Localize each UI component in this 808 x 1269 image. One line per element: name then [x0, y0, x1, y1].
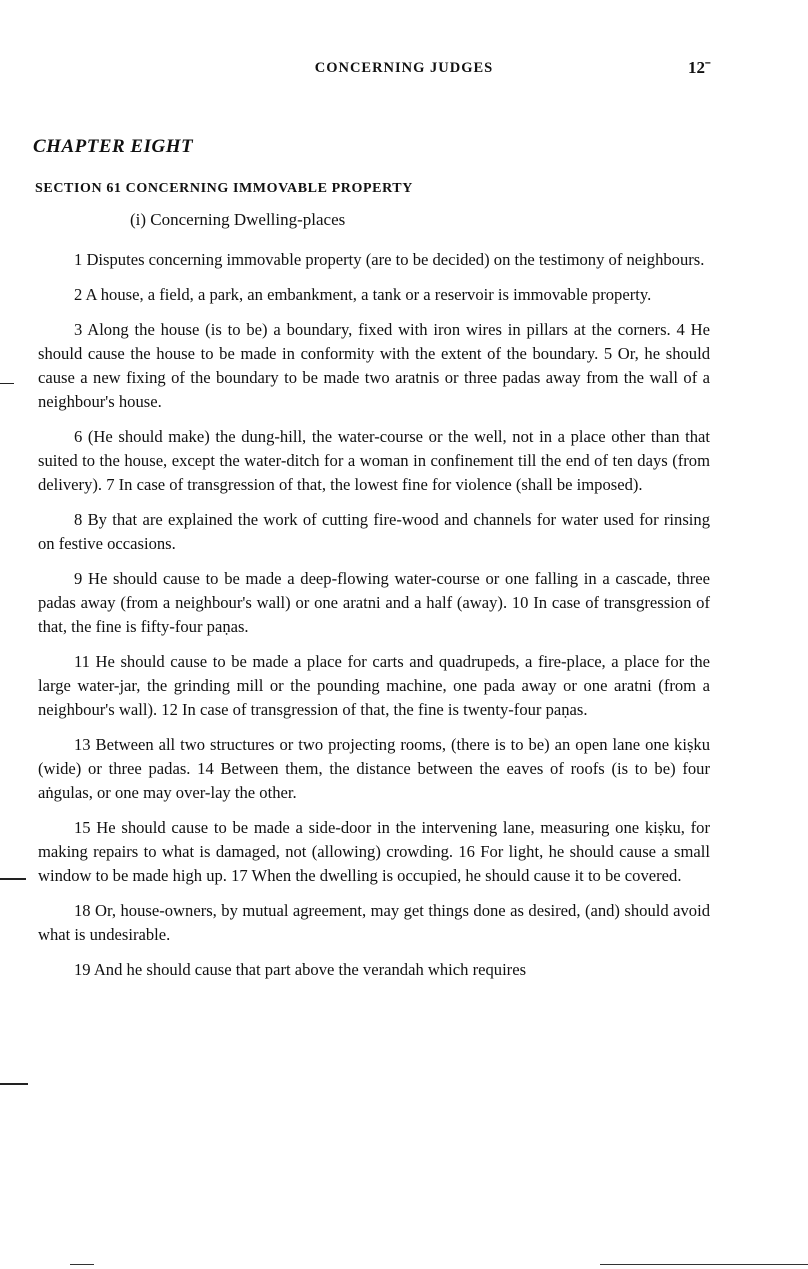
paragraph-9: 9 He should cause to be made a deep-flowing water-course or one falling in a cascade, three padas away (from a neighbour's wall) or one aratni and a half (away). 10 In case of transgression of that, the fine is fifty-four paṇas. — [38, 569, 710, 636]
paragraph-11: 11 He should cause to be made a place for carts and quadrupeds, a fire-place, a place for the large water-jar, the grinding mill or the pounding machine, one pada away or one aratni (from a neighbour's wall). 12 In case of transgression of that, the fine is twenty-four paṇas. — [38, 652, 710, 719]
chapter-title: CHAPTER EIGHT — [33, 136, 194, 157]
paragraph-18: 18 Or, house-owners, by mutual agreement, may get things done as desired, (and) should avoid what is undesirable. — [38, 901, 710, 944]
page-number: 12ˉ — [688, 58, 711, 77]
footer-rule — [600, 1264, 808, 1265]
margin-mark — [0, 1083, 28, 1085]
footer-rule — [70, 1264, 94, 1265]
paragraph-6: 6 (He should make) the dung-hill, the water-course or the well, not in a place other than that suited to the house, except the water-ditch for a woman in confinement till the end of ten days (from delivery). 7 In case of transgression of that, the lowest fine for violence (shall be imposed). — [38, 427, 710, 494]
paragraph-1: 1 Disputes concerning immovable property (are to be decided) on the testimony of neighbours. — [74, 250, 705, 269]
section-title: SECTION 61 CONCERNING IMMOVABLE PROPERTY — [35, 181, 413, 196]
running-head: CONCERNING JUDGES — [314, 60, 494, 76]
body-text — [38, 248, 710, 991]
paragraph-15: 15 He should cause to be made a side-door in the intervening lane, measuring one kiṣku, for making repairs to what is damaged, not (allowing) crowding. 16 For light, he should cause a small window to be made high up. 17 When the dwelling is occupied, he should cause it to be covered. — [38, 818, 710, 885]
paragraph-3: 3 Along the house (is to be) a boundary, fixed with iron wires in pillars at the corners. 4 He should cause the house to be made in conformity with the extent of the boundary. 5 Or, he should cause a new fixing of the boundary to be made two aratnis or three padas away from the wall of a neighbour's house. — [38, 320, 710, 411]
paragraph-2: 2 A house, a field, a park, an embankment, a tank or a reservoir is immovable property. — [74, 285, 652, 304]
margin-mark — [0, 383, 14, 384]
paragraph-19: 19 And he should cause that part above the verandah which requires — [74, 960, 527, 979]
paragraph-13: 13 Between all two structures or two projecting rooms, (there is to be) an open lane one kiṣku (wide) or three padas. 14 Between them, the distance between the eaves of roofs (is to be) four aṅgulas, or one may over-lay the other. — [38, 735, 710, 802]
paragraph-8: 8 By that are explained the work of cutting fire-wood and channels for water used for rinsing on festive occasions. — [38, 510, 710, 553]
margin-mark — [0, 878, 26, 880]
subsection-title: (i) Concerning Dwelling-places — [130, 210, 346, 229]
